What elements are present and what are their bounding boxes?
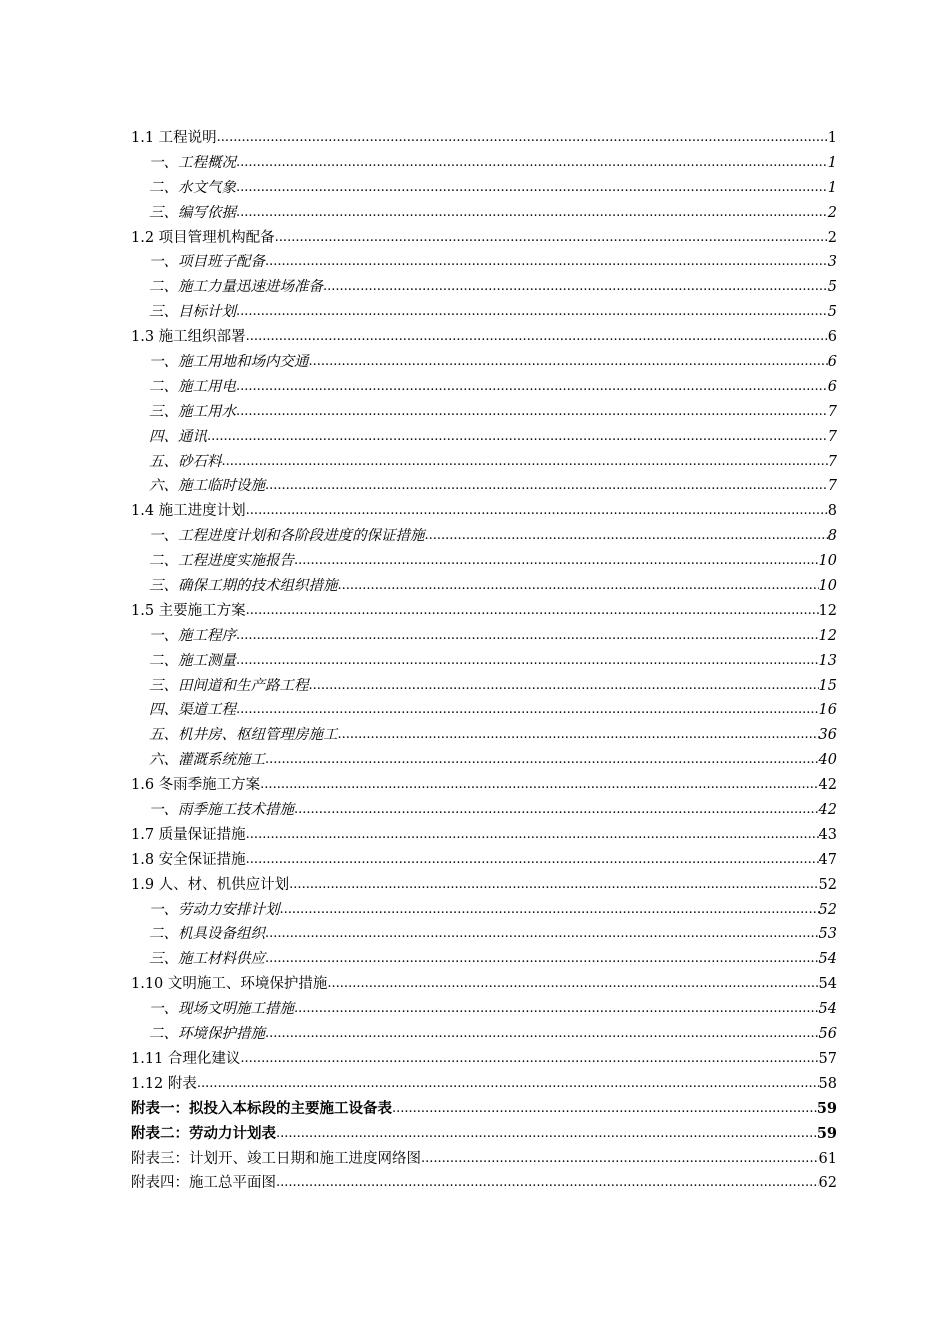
toc-dot-leader bbox=[323, 275, 828, 300]
toc-dot-leader bbox=[207, 425, 828, 450]
toc-entry-page: 52 bbox=[818, 876, 837, 893]
toc-dot-leader bbox=[338, 723, 819, 748]
toc-dot-leader bbox=[294, 798, 819, 823]
toc-entry-page: 2 bbox=[827, 229, 837, 246]
toc-dot-leader bbox=[276, 1122, 817, 1147]
toc-entry-page: 10 bbox=[818, 578, 837, 595]
toc-entry-page: 5 bbox=[827, 304, 837, 321]
toc-entry[interactable] bbox=[131, 997, 837, 1022]
toc-entry-title: 三、编写依据 bbox=[149, 204, 236, 221]
toc-entry[interactable] bbox=[131, 1147, 837, 1172]
toc-entry[interactable] bbox=[131, 450, 837, 475]
toc-entry-title: 六、灌溉系统施工 bbox=[149, 752, 265, 769]
toc-entry-title: 附表三：计划开、竣工日期和施工进度网络图 bbox=[131, 1150, 421, 1167]
toc-entry-title: 五、砂石料 bbox=[149, 453, 222, 470]
toc-entry-title: 一、雨季施工技术措施 bbox=[149, 802, 294, 819]
toc-entry-page: 54 bbox=[818, 976, 837, 993]
toc-dot-leader bbox=[425, 524, 828, 549]
toc-entry-title: 二、施工力量迅速进场准备 bbox=[149, 279, 323, 296]
toc-dot-leader bbox=[246, 823, 819, 848]
toc-entry[interactable] bbox=[131, 1171, 837, 1196]
toc-entry-page: 10 bbox=[818, 553, 837, 570]
toc-entry-page: 53 bbox=[818, 926, 837, 943]
toc-entry[interactable] bbox=[131, 126, 837, 151]
toc-entry-page: 7 bbox=[827, 453, 837, 470]
toc-entry-page: 5 bbox=[827, 279, 837, 296]
toc-entry[interactable] bbox=[131, 574, 837, 599]
toc-entry-page: 58 bbox=[818, 1075, 837, 1092]
toc-entry-page: 36 bbox=[818, 727, 837, 744]
toc-entry[interactable] bbox=[131, 823, 837, 848]
toc-entry-title: 一、工程进度计划和各阶段进度的保证措施 bbox=[149, 528, 425, 545]
toc-dot-leader bbox=[421, 1147, 819, 1172]
toc-entry[interactable] bbox=[131, 773, 837, 798]
toc-entry[interactable] bbox=[131, 1022, 837, 1047]
toc-dot-leader bbox=[260, 773, 818, 798]
toc-dot-leader bbox=[236, 649, 819, 674]
toc-entry[interactable] bbox=[131, 624, 837, 649]
toc-entry-page: 52 bbox=[818, 901, 837, 918]
toc-entry-page: 56 bbox=[818, 1026, 837, 1043]
toc-entry-page: 1 bbox=[827, 179, 837, 196]
toc-entry-title: 三、目标计划 bbox=[149, 304, 236, 321]
toc-dot-leader bbox=[265, 748, 819, 773]
toc-entry-page: 59 bbox=[816, 1099, 837, 1117]
toc-entry-page: 13 bbox=[818, 652, 837, 669]
toc-dot-leader bbox=[265, 474, 828, 499]
toc-entry[interactable] bbox=[131, 1097, 837, 1122]
toc-entry[interactable] bbox=[131, 325, 837, 350]
toc-entry-page: 6 bbox=[827, 329, 837, 346]
toc-entry[interactable] bbox=[131, 151, 837, 176]
toc-entry-page: 59 bbox=[816, 1124, 837, 1142]
toc-dot-leader bbox=[280, 898, 819, 923]
toc-entry-page: 40 bbox=[818, 752, 837, 769]
toc-dot-leader bbox=[309, 350, 828, 375]
toc-dot-leader bbox=[222, 450, 828, 475]
toc-dot-leader bbox=[338, 574, 819, 599]
toc-dot-leader bbox=[275, 226, 828, 251]
toc-entry[interactable] bbox=[131, 1047, 837, 1072]
toc-dot-leader bbox=[236, 375, 828, 400]
toc-entry-title: 一、劳动力安排计划 bbox=[149, 901, 280, 918]
toc-entry-title: 四、渠道工程 bbox=[149, 702, 236, 719]
toc-entry[interactable] bbox=[131, 674, 837, 699]
toc-entry-title: 附表一：拟投入本标段的主要施工设备表 bbox=[131, 1099, 392, 1117]
toc-dot-leader bbox=[236, 400, 828, 425]
toc-entry-page: 7 bbox=[827, 403, 837, 420]
toc-entry-title: 三、施工用水 bbox=[149, 403, 236, 420]
toc-entry[interactable] bbox=[131, 947, 837, 972]
toc-dot-leader bbox=[236, 624, 819, 649]
toc-entry-title: 1.3 施工组织部署 bbox=[131, 329, 246, 346]
toc-dot-leader bbox=[327, 972, 818, 997]
toc-entry[interactable] bbox=[131, 1122, 837, 1147]
toc-entry[interactable] bbox=[131, 226, 837, 251]
toc-entry[interactable] bbox=[131, 599, 837, 624]
toc-dot-leader bbox=[217, 126, 828, 151]
table-of-contents bbox=[131, 126, 837, 1196]
toc-entry-page: 42 bbox=[818, 777, 837, 794]
toc-entry-page: 12 bbox=[818, 602, 837, 619]
toc-entry-title: 1.11 合理化建议 bbox=[131, 1050, 241, 1067]
toc-entry-title: 1.4 施工进度计划 bbox=[131, 503, 246, 520]
toc-entry[interactable] bbox=[131, 923, 837, 948]
toc-entry-title: 四、通讯 bbox=[149, 428, 207, 445]
toc-entry-page: 1 bbox=[827, 129, 837, 146]
toc-dot-leader bbox=[265, 923, 819, 948]
toc-entry-title: 一、施工用地和场内交通 bbox=[149, 354, 309, 370]
toc-entry-page: 12 bbox=[818, 627, 837, 644]
toc-entry-title: 1.9 人、材、机供应计划 bbox=[131, 876, 290, 893]
toc-entry[interactable] bbox=[131, 400, 837, 425]
toc-entry-title: 一、现场文明施工措施 bbox=[149, 1001, 294, 1018]
toc-dot-leader bbox=[246, 848, 819, 873]
toc-entry-title: 六、施工临时设施 bbox=[149, 478, 265, 495]
toc-entry-title: 一、项目班子配备 bbox=[149, 254, 265, 271]
toc-entry-title: 二、工程进度实施报告 bbox=[149, 553, 294, 570]
toc-entry-title: 五、机井房、枢纽管理房施工 bbox=[149, 727, 338, 744]
toc-entry-page: 62 bbox=[818, 1175, 837, 1192]
toc-entry[interactable] bbox=[131, 698, 837, 723]
toc-entry[interactable] bbox=[131, 1072, 837, 1097]
toc-entry[interactable] bbox=[131, 350, 837, 375]
toc-dot-leader bbox=[236, 201, 828, 226]
toc-entry-title: 二、机具设备组织 bbox=[149, 926, 265, 943]
toc-entry-title: 二、环境保护措施 bbox=[149, 1026, 265, 1043]
toc-entry-title: 1.8 安全保证措施 bbox=[131, 851, 246, 868]
toc-entry-page: 47 bbox=[818, 851, 837, 868]
toc-dot-leader bbox=[276, 1171, 819, 1196]
toc-dot-leader bbox=[246, 325, 828, 350]
toc-entry[interactable] bbox=[131, 300, 837, 325]
toc-entry-title: 三、确保工期的技术组织措施 bbox=[149, 578, 338, 595]
toc-entry-page: 61 bbox=[818, 1150, 837, 1167]
toc-entry[interactable] bbox=[131, 873, 837, 898]
toc-entry[interactable] bbox=[131, 549, 837, 574]
toc-dot-leader bbox=[197, 1072, 819, 1097]
toc-entry[interactable] bbox=[131, 798, 837, 823]
toc-entry-page: 42 bbox=[818, 802, 837, 819]
toc-entry[interactable] bbox=[131, 499, 837, 524]
toc-entry-title: 一、施工程序 bbox=[149, 627, 236, 644]
toc-entry-page: 8 bbox=[827, 528, 837, 545]
toc-dot-leader bbox=[265, 250, 828, 275]
toc-dot-leader bbox=[392, 1097, 817, 1122]
toc-entry[interactable] bbox=[131, 250, 837, 275]
toc-entry-title: 1.6 冬雨季施工方案 bbox=[131, 777, 261, 794]
toc-dot-leader bbox=[265, 1022, 819, 1047]
toc-entry[interactable] bbox=[131, 524, 837, 549]
toc-entry-title: 三、施工材料供应 bbox=[149, 951, 265, 968]
toc-entry[interactable] bbox=[131, 176, 837, 201]
toc-entry-title: 1.5 主要施工方案 bbox=[131, 602, 246, 619]
toc-entry-title: 1.12 附表 bbox=[131, 1075, 197, 1092]
toc-entry-page: 16 bbox=[818, 702, 837, 719]
toc-entry-page: 15 bbox=[818, 677, 837, 694]
toc-entry[interactable] bbox=[131, 425, 837, 450]
toc-entry[interactable] bbox=[131, 275, 837, 300]
toc-entry[interactable] bbox=[131, 898, 837, 923]
toc-dot-leader bbox=[289, 873, 818, 898]
toc-entry-title: 三、田间道和生产路工程 bbox=[149, 677, 309, 694]
toc-entry[interactable] bbox=[131, 848, 837, 873]
toc-entry-page: 7 bbox=[827, 478, 837, 495]
toc-dot-leader bbox=[236, 151, 828, 176]
toc-dot-leader bbox=[236, 698, 819, 723]
toc-dot-leader bbox=[265, 947, 819, 972]
toc-entry[interactable] bbox=[131, 375, 837, 400]
toc-entry[interactable] bbox=[131, 649, 837, 674]
toc-dot-leader bbox=[236, 300, 828, 325]
toc-entry-title: 二、施工用电 bbox=[149, 378, 236, 395]
toc-entry[interactable] bbox=[131, 723, 837, 748]
toc-entry[interactable] bbox=[131, 748, 837, 773]
toc-entry-page: 54 bbox=[818, 1001, 837, 1018]
toc-entry-page: 54 bbox=[818, 951, 837, 968]
toc-entry-page: 2 bbox=[827, 204, 837, 221]
toc-entry-page: 3 bbox=[827, 254, 837, 271]
toc-entry-title: 1.7 质量保证措施 bbox=[131, 826, 246, 843]
toc-entry-title: 二、施工测量 bbox=[149, 652, 236, 669]
toc-entry-title: 二、水文气象 bbox=[149, 179, 236, 196]
toc-entry-title: 1.10 文明施工、环境保护措施 bbox=[131, 976, 328, 993]
toc-entry-page: 57 bbox=[818, 1050, 837, 1067]
toc-dot-leader bbox=[309, 674, 819, 699]
toc-entry-page: 6 bbox=[827, 378, 837, 395]
toc-entry-title: 1.2 项目管理机构配备 bbox=[131, 229, 275, 246]
toc-entry-title: 一、工程概况 bbox=[149, 154, 236, 171]
toc-entry-page: 7 bbox=[827, 428, 837, 445]
toc-entry-page: 6 bbox=[827, 354, 837, 370]
toc-entry-page: 1 bbox=[827, 154, 837, 171]
toc-dot-leader bbox=[246, 599, 819, 624]
toc-entry[interactable] bbox=[131, 201, 837, 226]
toc-entry-title: 1.1 工程说明 bbox=[131, 129, 217, 146]
toc-entry-page: 43 bbox=[818, 826, 837, 843]
toc-dot-leader bbox=[236, 176, 828, 201]
toc-dot-leader bbox=[240, 1047, 818, 1072]
toc-entry-page: 8 bbox=[827, 503, 837, 520]
toc-dot-leader bbox=[294, 549, 819, 574]
toc-entry[interactable] bbox=[131, 972, 837, 997]
toc-entry-title: 附表二：劳动力计划表 bbox=[131, 1124, 276, 1142]
toc-dot-leader bbox=[294, 997, 819, 1022]
toc-dot-leader bbox=[246, 499, 828, 524]
toc-entry-title: 附表四：施工总平面图 bbox=[131, 1175, 276, 1192]
toc-entry[interactable] bbox=[131, 474, 837, 499]
